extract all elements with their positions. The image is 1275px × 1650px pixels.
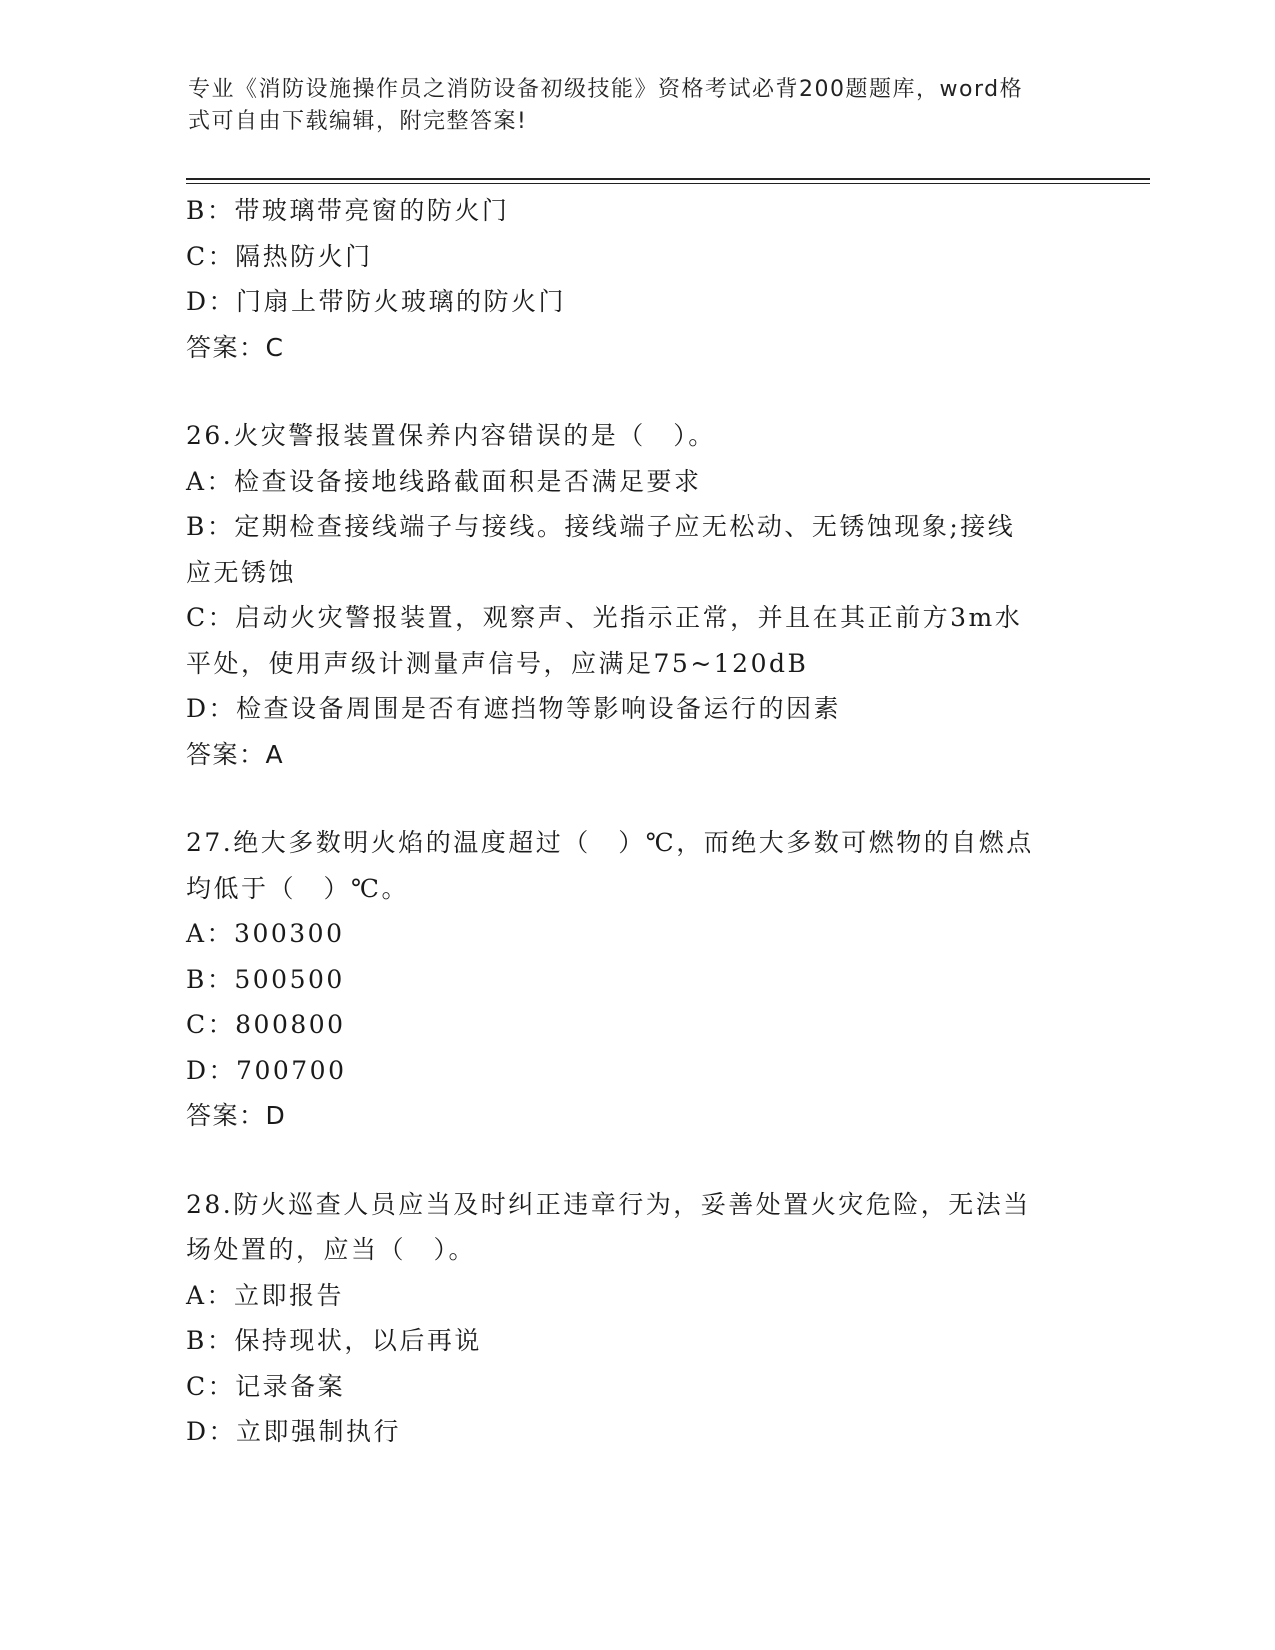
question-27 (186, 820, 1086, 1139)
answer-line: 答案：C (186, 332, 285, 362)
option-b: B：带玻璃带亮窗的防火门 (186, 196, 510, 225)
question-stem-continued: 均低于（ ）℃。 (186, 873, 409, 903)
question-continued (186, 188, 1086, 370)
header-divider-thin (186, 183, 1150, 184)
question-stem: 26.火灾警报装置保养内容错误的是（ ）。 (186, 421, 716, 450)
question-26 (186, 413, 1086, 777)
option-c: C：记录备案 (186, 1371, 346, 1401)
option-a: A：检查设备接地线路截面积是否满足要求 (186, 466, 702, 496)
question-stem: 28.防火巡查人员应当及时纠正违章行为，妥善处置火灾危险，无法当 (186, 1189, 1031, 1219)
option-a: A：300300 (186, 919, 345, 948)
answer-line: 答案：A (186, 739, 285, 769)
question-spacer (186, 370, 1086, 413)
option-c-continued: 平处，使用声级计测量声信号，应满足75~120dB (186, 648, 809, 678)
question-spacer (186, 1139, 1086, 1182)
option-d: D：门扇上带防火玻璃的防火门 (186, 287, 567, 316)
document-header (188, 74, 1068, 138)
header-line-2: 式可自由下载编辑，附完整答案! (188, 109, 528, 134)
header-line-1: 专业《消防设施操作员之消防设备初级技能》资格考试必背200题题库，word格 (188, 77, 1024, 102)
option-b: B：定期检查接线端子与接线。接线端子应无松动、无锈蚀现象;接线 (186, 512, 1016, 541)
option-b: B：500500 (186, 964, 345, 994)
question-spacer (186, 777, 1086, 820)
question-list (186, 188, 1086, 1455)
question-28 (186, 1182, 1086, 1455)
question-stem-continued: 场处置的，应当（ ）。 (186, 1235, 477, 1264)
option-c: C：启动火灾警报装置，观察声、光指示正常，并且在其正前方3m水 (186, 603, 1023, 632)
option-c: C：800800 (186, 1010, 346, 1039)
option-b: B：保持现状，以后再说 (186, 1326, 482, 1355)
option-d: D：立即强制执行 (186, 1417, 402, 1446)
option-d: D：检查设备周围是否有遮挡物等影响设备运行的因素 (186, 694, 842, 723)
header-divider-thick (186, 178, 1150, 180)
option-d: D：700700 (186, 1055, 347, 1085)
option-b-continued: 应无锈蚀 (186, 557, 297, 587)
question-stem: 27.绝大多数明火焰的温度超过（ ）℃，而绝大多数可燃物的自燃点 (186, 828, 1034, 857)
answer-line: 答案：D (186, 1101, 287, 1130)
option-a: A：立即报告 (186, 1280, 345, 1310)
option-c: C：隔热防火门 (186, 241, 373, 271)
